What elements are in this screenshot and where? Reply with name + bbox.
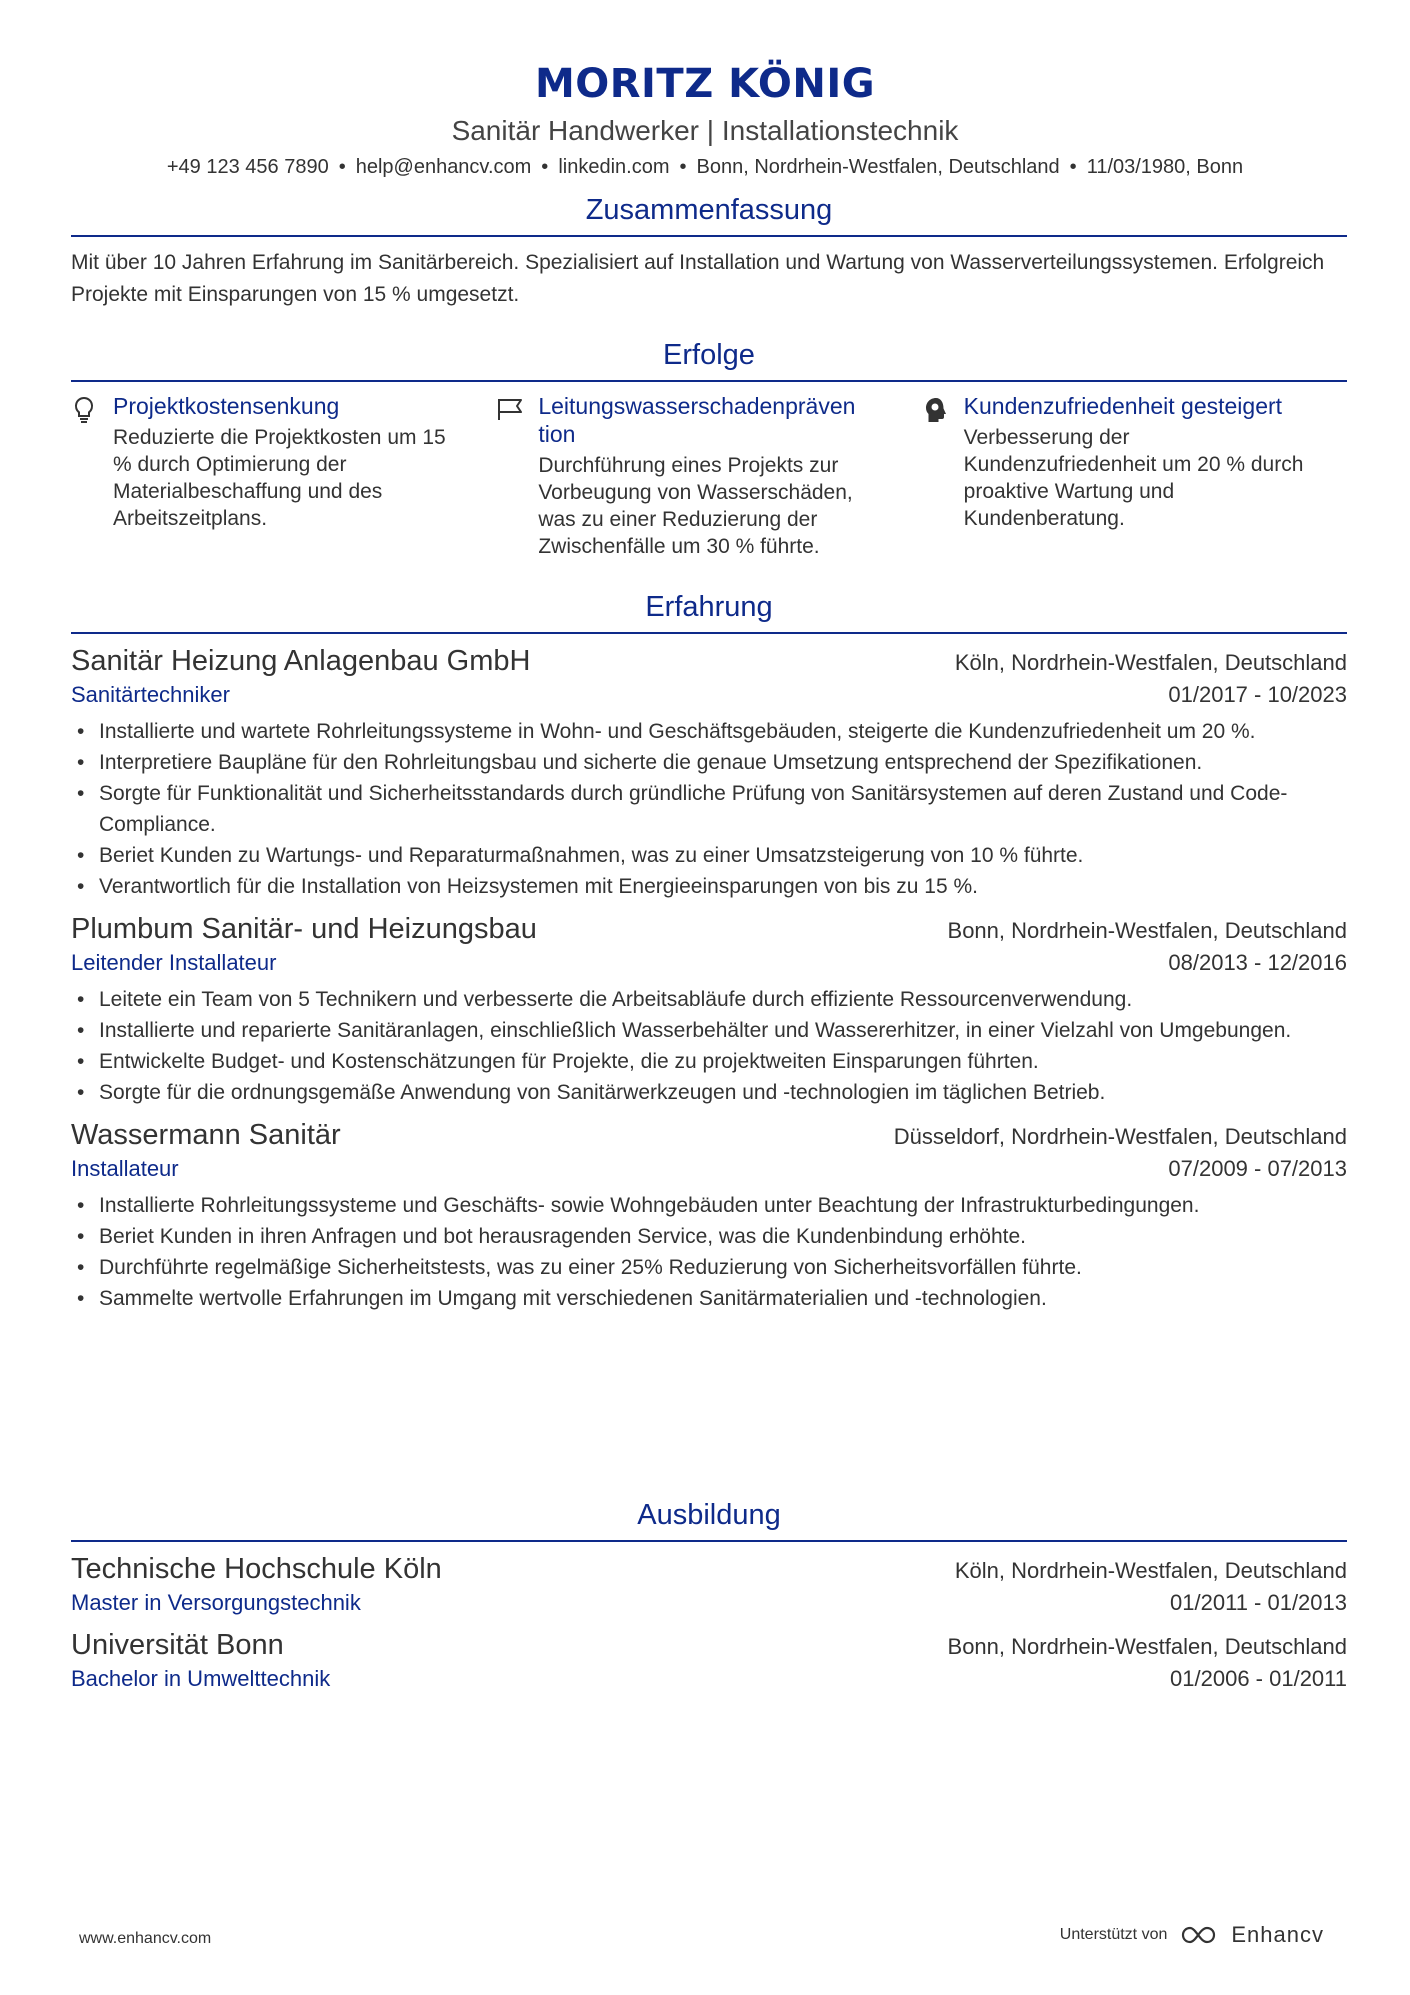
job-title: Leitender Installateur xyxy=(71,950,277,975)
separator-dot: • xyxy=(338,156,346,178)
summary-section xyxy=(71,193,1347,311)
achievement-title: Kundenzufriedenheit gesteigert xyxy=(963,393,1283,419)
degree-name: Master in Versorgungstechnik xyxy=(71,1590,361,1615)
job-bullets xyxy=(71,984,1347,1108)
achievement-description: Reduzierte die Projektkosten um 15 % durch Optimierung der Materialbeschaffung und des Arbeitszeitplans. xyxy=(113,426,446,530)
achievement-title: Projektkostensenkung xyxy=(113,393,340,419)
company-name: Wassermann Sanitär xyxy=(71,1119,341,1151)
enhancv-logo-icon xyxy=(1179,1923,1225,1947)
education-dates: 01/2006 - 01/2011 xyxy=(1170,1666,1347,1691)
head-icon xyxy=(922,392,964,560)
footer-branding[interactable] xyxy=(1060,1922,1324,1948)
flag-icon xyxy=(496,392,538,560)
candidate-name: MORITZ KÖNIG xyxy=(534,61,876,107)
school-name: Technische Hochschule Köln xyxy=(71,1553,442,1585)
bullet-item: • Beriet Kunden zu Wartungs- und Reparaturmaßnahmen, was zu einer Umsatzsteigerung von 10 % führte. xyxy=(71,840,1347,871)
separator-dot: • xyxy=(541,156,549,178)
job-bullets xyxy=(71,1190,1347,1314)
job-title: Installateur xyxy=(71,1156,179,1181)
bullet-item: • Sorgte für Funktionalität und Sicherheitsstandards durch gründliche Prüfung von Sanitärsystemen auf deren Zustand und Code-Compliance. xyxy=(71,778,1347,840)
company-name: Sanitär Heizung Anlagenbau GmbH xyxy=(71,645,531,677)
bullet-item: • Interpretiere Baupläne für den Rohrleitungsbau und sicherte die genaue Umsetzung entsprechend der Spezifikationen. xyxy=(71,747,1347,778)
job-dates: 08/2013 - 12/2016 xyxy=(1168,950,1347,975)
education-entry xyxy=(71,1626,1347,1694)
section-title-experience: Erfahrung xyxy=(71,590,1347,634)
section-title-summary: Zusammenfassung xyxy=(71,193,1347,237)
company-name: Plumbum Sanitär- und Heizungsbau xyxy=(71,913,537,945)
bullet-item: • Sammelte wertvolle Erfahrungen im Umgang mit verschiedenen Sanitärmaterialien und -technologien. xyxy=(71,1283,1347,1314)
job-dates: 07/2009 - 07/2013 xyxy=(1168,1156,1347,1181)
bullet-item: • Sorgte für die ordnungsgemäße Anwendung von Sanitärwerkzeugen und -technologien im täglichen Betrieb. xyxy=(71,1077,1347,1108)
job-bullets xyxy=(71,716,1347,902)
achievements-list xyxy=(71,392,1347,560)
summary-text: Mit über 10 Jahren Erfahrung im Sanitärbereich. Spezialisiert auf Installation und Wartung von Wasserverteilungssystemen. Erfolgreich Projekte mit Einsparungen von 15 % umgesetzt. xyxy=(71,251,1325,306)
achievements-section xyxy=(71,338,1347,560)
location-text: Bonn, Nordrhein-Westfalen, Deutschland xyxy=(696,156,1060,178)
candidate-headline: Sanitär Handwerker | Installationstechnik xyxy=(451,115,959,146)
job-entry xyxy=(71,642,1347,902)
degree-name: Bachelor in Umwelttechnik xyxy=(71,1666,331,1691)
powered-by-text: Unterstützt von xyxy=(1059,1926,1168,1943)
job-title: Sanitärtechniker xyxy=(71,682,230,707)
linkedin-link[interactable]: linkedin.com xyxy=(558,156,670,178)
bullet-item: • Beriet Kunden in ihren Anfragen und bot herausragenden Service, was die Kundenbindung erhöhte. xyxy=(71,1221,1347,1252)
education-section xyxy=(71,1498,1347,1694)
bullet-item: • Installierte Rohrleitungssysteme und Geschäfts- sowie Wohngebäuden unter Beachtung der Infrastrukturbedingungen. xyxy=(71,1190,1347,1221)
section-title-achievements: Erfolge xyxy=(71,338,1347,382)
bullet-item: • Installierte und wartete Rohrleitungssysteme in Wohn- und Geschäftsgebäuden, steigerte die Kundenzufriedenheit um 20 %. xyxy=(71,716,1347,747)
achievement-item xyxy=(71,392,496,560)
job-location: Köln, Nordrhein-Westfalen, Deutschland xyxy=(954,650,1347,675)
job-location: Bonn, Nordrhein-Westfalen, Deutschland xyxy=(947,918,1347,943)
education-entry xyxy=(71,1550,1347,1618)
achievement-title: Leitungswasserschadenpräven tion xyxy=(538,393,856,447)
brand-name: Enhancv xyxy=(1231,1922,1324,1947)
phone-number: +49 123 456 7890 xyxy=(166,156,329,178)
contact-line xyxy=(0,154,1410,180)
bullet-item: • Installierte und reparierte Sanitäranlagen, einschließlich Wasserbehälter und Wassererhitzer, in einer Vielzahl von Umgebungen. xyxy=(71,1015,1347,1046)
bullet-item: • Verantwortlich für die Installation von Heizsystemen mit Energieeinsparungen von bis zu 15 %. xyxy=(71,871,1347,902)
school-name: Universität Bonn xyxy=(71,1629,284,1661)
separator-dot: • xyxy=(1069,156,1077,178)
job-entry xyxy=(71,1116,1347,1314)
lightbulb-icon xyxy=(71,392,113,560)
achievement-item xyxy=(496,392,921,560)
school-location: Bonn, Nordrhein-Westfalen, Deutschland xyxy=(947,1634,1347,1659)
birth-info: 11/03/1980, Bonn xyxy=(1086,156,1244,178)
bullet-item: • Leitete ein Team von 5 Technikern und verbesserte die Arbeitsabläufe durch effiziente Ressourcenverwendung. xyxy=(71,984,1347,1015)
section-title-education: Ausbildung xyxy=(71,1498,1347,1542)
achievement-description: Verbesserung der Kundenzufriedenheit um 20 % durch proaktive Wartung und Kundenberatung. xyxy=(963,426,1304,530)
bullet-item: • Durchführte regelmäßige Sicherheitstests, was zu einer 25% Reduzierung von Sicherheitsvorfällen führte. xyxy=(71,1252,1347,1283)
job-dates: 01/2017 - 10/2023 xyxy=(1168,682,1347,707)
experience-section xyxy=(71,590,1347,1314)
resume-header xyxy=(0,0,1410,180)
achievement-item xyxy=(922,392,1347,560)
achievement-description: Durchführung eines Projekts zur Vorbeugung von Wasserschäden, was zu einer Reduzierung der Zwischenfälle um 30 % führte. xyxy=(538,454,853,558)
footer-website[interactable]: www.enhancv.com xyxy=(79,1930,212,1947)
email-link[interactable]: help@enhancv.com xyxy=(355,156,532,178)
job-location: Düsseldorf, Nordrhein-Westfalen, Deutschland xyxy=(893,1124,1347,1149)
bullet-item: • Entwickelte Budget- und Kostenschätzungen für Projekte, die zu projektweiten Einsparungen führten. xyxy=(71,1046,1347,1077)
school-location: Köln, Nordrhein-Westfalen, Deutschland xyxy=(954,1558,1347,1583)
separator-dot: • xyxy=(679,156,687,178)
education-dates: 01/2011 - 01/2013 xyxy=(1170,1590,1347,1615)
job-entry xyxy=(71,910,1347,1108)
